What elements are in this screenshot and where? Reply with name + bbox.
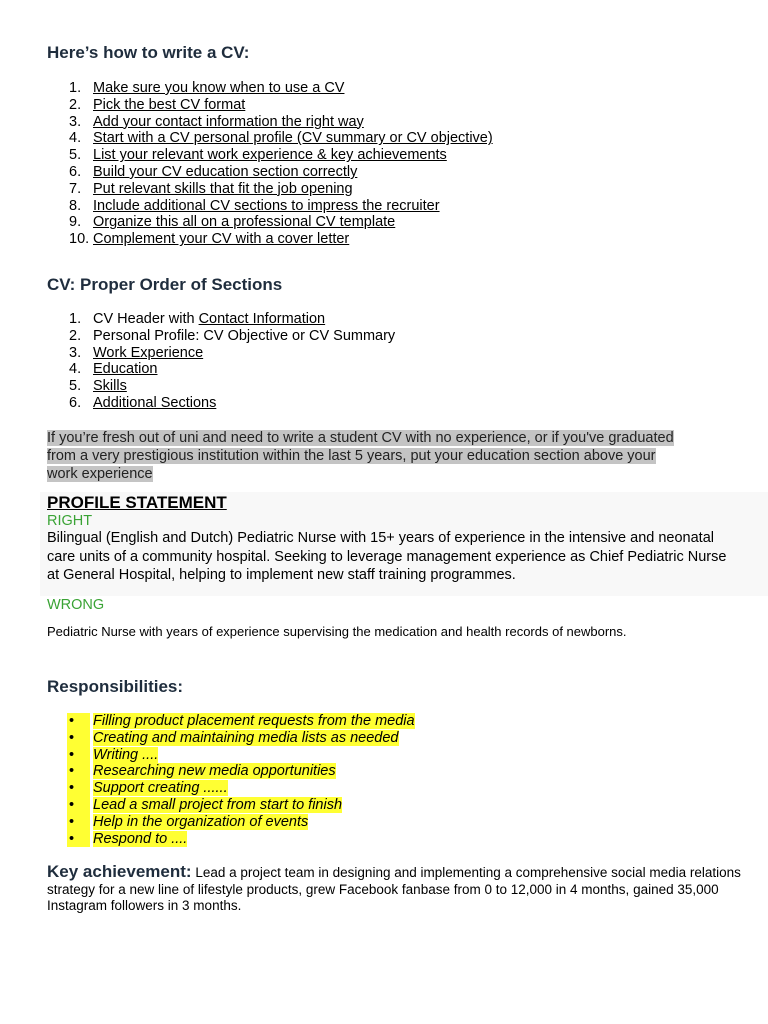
right-example: Bilingual (English and Dutch) Pediatric Nurse with 15+ years of experience in the intensive and neonatal care units of a community hospital. Seeking to leverage management experience as Chief Pediatric Nurse at General Hospital, helping to implement new staff training programmes. — [47, 530, 727, 583]
responsibilities-heading: Responsibilities: — [47, 677, 184, 696]
how-to-list — [47, 80, 493, 248]
education-note — [47, 429, 747, 484]
bullet-icon: • — [67, 747, 90, 764]
list-item: 7. Put relevant skills that fit the job opening — [69, 180, 353, 197]
how-to-link[interactable]: List your relevant work experience & key achievements — [93, 147, 447, 164]
list-item: 3. Add your contact information the right way — [69, 113, 364, 130]
how-to-link[interactable]: Pick the best CV format — [93, 96, 246, 113]
bullet-icon: • — [67, 763, 90, 780]
list-item: • Creating and maintaining media lists as needed — [69, 729, 399, 746]
how-to-link[interactable]: Include additional CV sections to impress the recruiter — [93, 197, 440, 214]
list-item: • Help in the organization of events — [69, 813, 309, 830]
bullet-icon: • — [67, 730, 90, 747]
how-to-link[interactable]: Add your contact information the right way — [93, 113, 364, 130]
list-item: 1. Make sure you know when to use a CV — [69, 80, 345, 96]
wrong-example: Pediatric Nurse with years of experience supervising the medication and health records of newborns. — [47, 624, 627, 639]
key-achievement-label: Key achievement — [47, 862, 186, 881]
list-item: • Support creating ...... — [69, 780, 228, 797]
list-item: • Respond to .... — [69, 830, 188, 847]
education-link[interactable]: Education — [93, 361, 158, 378]
skills-link[interactable]: Skills — [93, 378, 127, 395]
how-to-link[interactable]: Build your CV education section correctly — [93, 163, 358, 180]
bullet-icon: • — [67, 831, 90, 848]
additional-sections-link[interactable]: Additional Sections — [93, 394, 217, 411]
list-item: 10. Complement your CV with a cover letter — [69, 231, 350, 248]
list-item: • Researching new media opportunities — [69, 763, 336, 780]
work-experience-link[interactable]: Work Experience — [93, 344, 204, 361]
contact-information-link[interactable]: Contact Information — [198, 311, 326, 327]
bullet-icon: • — [67, 713, 90, 730]
list-item: 5. Skills — [69, 378, 127, 395]
list-item: 4. Start with a CV personal profile (CV summary or CV objective) — [69, 130, 493, 147]
wrong-label: WRONG — [47, 597, 105, 613]
list-item: 2. Pick the best CV format — [69, 96, 246, 113]
profile-statement-title: PROFILE STATEMENT — [47, 493, 227, 512]
key-achievement-text: Lead a project team in designing and implementing a comprehensive social media relations strategy for a new line of lifestyle products, grew Facebook fanbase from 0 to 12,000 in 4 months, gained 35,000 Instagram followers in 3 months. — [47, 865, 741, 913]
list-item: 2. Personal Profile: CV Objective or CV Summary — [69, 327, 396, 344]
list-item: 9. Organize this all on a professional CV template — [69, 214, 396, 231]
order-list — [47, 311, 395, 412]
right-label: RIGHT — [47, 513, 93, 529]
note-line: from a very prestigious institution within the last 5 years, put your education section above your — [47, 448, 656, 465]
list-item: • Lead a small project from start to finish — [69, 796, 343, 813]
list-item: • Filling product placement requests from the media — [69, 713, 415, 729]
order-heading: CV: Proper Order of Sections — [47, 275, 283, 294]
bullet-icon: • — [67, 797, 90, 814]
bullet-icon: • — [67, 780, 90, 797]
list-item: 4. Education — [69, 361, 158, 378]
list-item: 6. Additional Sections — [69, 394, 217, 411]
how-to-link[interactable]: Complement your CV with a cover letter — [93, 231, 350, 248]
list-item: 1. CV Header with Contact Information — [69, 311, 326, 327]
how-to-link[interactable]: Start with a CV personal profile (CV summary or CV objective) — [93, 130, 493, 147]
key-achievement: Key achievement: Lead a project team in designing and implementing a comprehensive social media relations strategy for a new line of lifestyle products, grew Facebook fanbase from 0 to 12,000 in 4 months, gained 35,000 Instagram followers in 3 months. — [47, 862, 741, 913]
bullet-icon: • — [67, 814, 90, 831]
list-item: 3. Work Experience — [69, 344, 204, 361]
responsibilities-list — [47, 713, 415, 847]
list-item: 6. Build your CV education section correctly — [69, 163, 358, 180]
how-to-heading: Here’s how to write a CV: — [47, 43, 250, 62]
how-to-link[interactable]: Put relevant skills that fit the job opening — [93, 180, 353, 197]
list-item: • Writing .... — [69, 746, 159, 763]
list-item: 5. List your relevant work experience & key achievements — [69, 147, 447, 164]
how-to-link[interactable]: Make sure you know when to use a CV — [93, 80, 345, 96]
list-item: 8. Include additional CV sections to impress the recruiter — [69, 197, 440, 214]
how-to-link[interactable]: Organize this all on a professional CV template — [93, 214, 396, 231]
note-line: If you’re fresh out of uni and need to write a student CV with no experience, or if you've graduated — [47, 430, 674, 446]
note-line: work experience — [47, 466, 153, 483]
